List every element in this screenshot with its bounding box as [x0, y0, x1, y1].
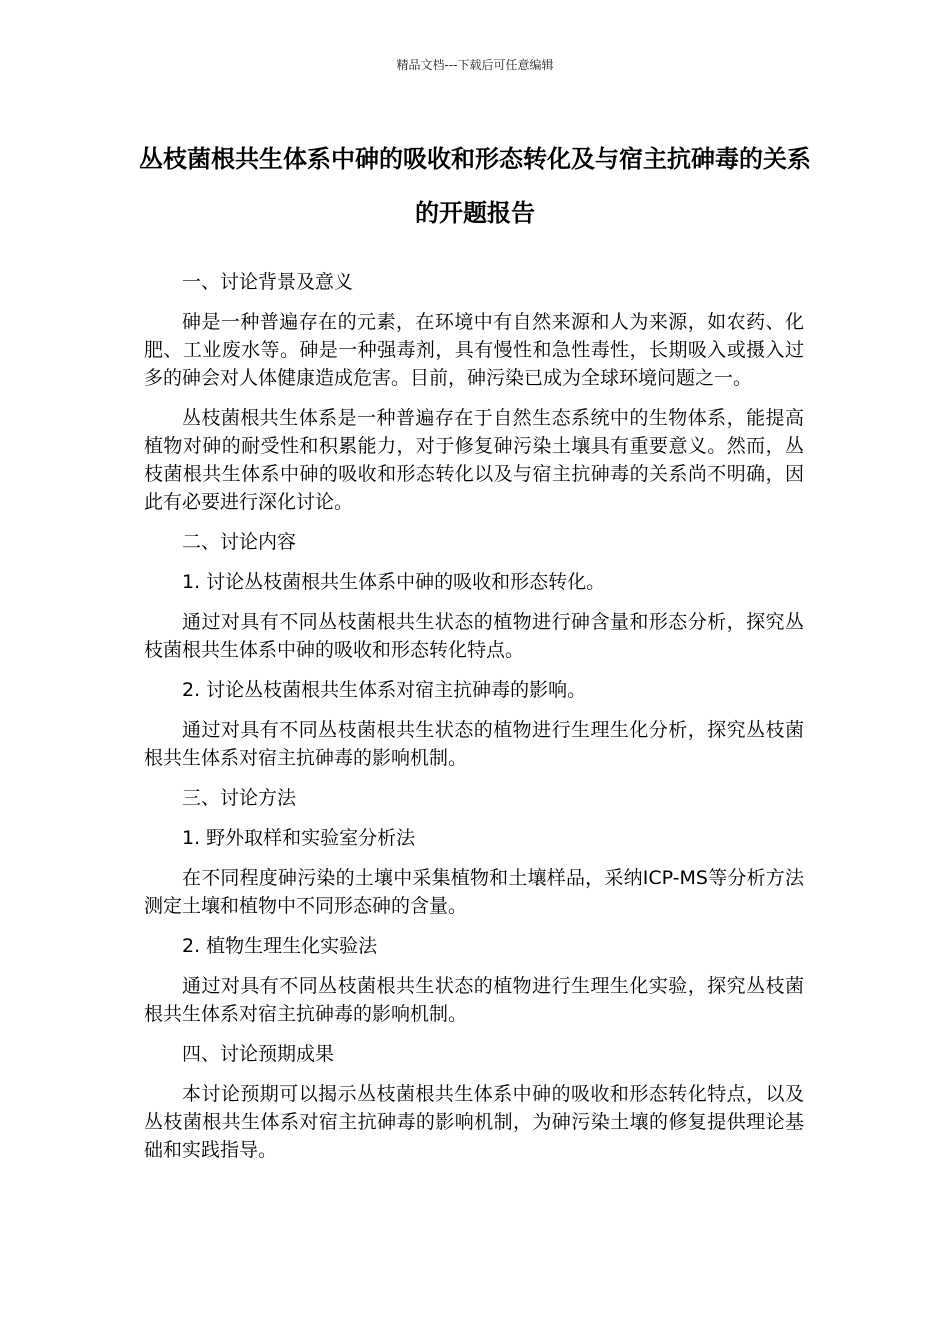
section-heading-background: 一、讨论背景及意义 [182, 271, 354, 293]
section-heading-outcomes: 四、讨论预期成果 [182, 1043, 335, 1065]
section-heading-content: 二、讨论内容 [182, 531, 297, 553]
paragraph-method-1: 在不同程度砷污染的土壤中采集植物和土壤样品，采纳ICP-MS等分析方法测定土壤和植物中不同形态砷的含量。 [144, 867, 804, 917]
subheading-content-1: 1. 讨论丛枝菌根共生体系中砷的吸收和形态转化。 [182, 571, 606, 593]
paragraph-arsenic-intro: 砷是一种普遍存在的元素，在环境中有自然来源和人为来源，如农药、化肥、工业废水等。砷是一种强毒剂，具有慢性和急性毒性，长期吸入或摄入过多的砷会对人体健康造成危害。目前，砷污染已成为全球环境问题之一。 [144, 311, 804, 389]
paragraph-mycorrhiza-intro: 丛枝菌根共生体系是一种普遍存在于自然生态系统中的生物体系，能提高植物对砷的耐受性和积累能力，对于修复砷污染土壤具有重要意义。然而，丛枝菌根共生体系中砷的吸收和形态转化以及与宿主抗砷毒的关系尚不明确，因此有必要进行深化讨论。 [144, 407, 804, 513]
document-title: 丛枝菌根共生体系中砷的吸收和形态转化及与宿主抗砷毒的关系的开题报告 [139, 145, 811, 227]
document-body [144, 268, 804, 1176]
section-heading-methods: 三、讨论方法 [182, 787, 297, 809]
subheading-content-2: 2. 讨论丛枝菌根共生体系对宿主抗砷毒的影响。 [182, 679, 587, 701]
header-note: 精品文档---下载后可任意编辑 [396, 58, 554, 72]
paragraph-outcomes: 本讨论预期可以揭示丛枝菌根共生体系中砷的吸收和形态转化特点，以及丛枝菌根共生体系对宿主抗砷毒的影响机制，为砷污染土壤的修复提供理论基础和实践指导。 [144, 1083, 804, 1161]
paragraph-method-2: 通过对具有不同丛枝菌根共生状态的植物进行生理生化实验，探究丛枝菌根共生体系对宿主抗砷毒的影响机制。 [144, 975, 804, 1025]
subheading-method-2: 2. 植物生理生化实验法 [182, 935, 378, 957]
paragraph-content-1: 通过对具有不同丛枝菌根共生状态的植物进行砷含量和形态分析，探究丛枝菌根共生体系中砷的吸收和形态转化特点。 [144, 611, 804, 661]
subheading-method-1: 1. 野外取样和实验室分析法 [182, 827, 416, 849]
paragraph-content-2: 通过对具有不同丛枝菌根共生状态的植物进行生理生化分析，探究丛枝菌根共生体系对宿主抗砷毒的影响机制。 [144, 719, 804, 769]
